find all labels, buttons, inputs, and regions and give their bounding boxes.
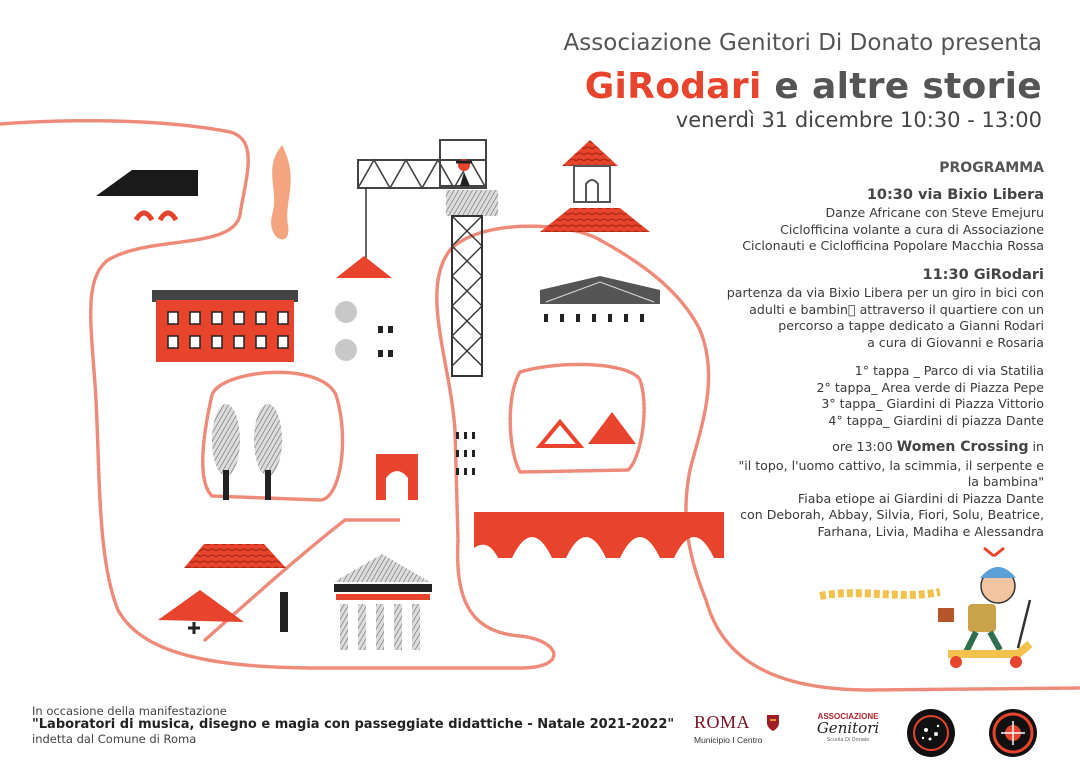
ciclofficina-macchia-rossa-logo-icon <box>988 708 1038 758</box>
footer-line1: In occasione della manifestazione <box>32 704 227 718</box>
stop-item: 1° tappa _ Parco di via Statilia <box>854 363 1044 378</box>
roma-logo <box>694 712 786 745</box>
session3-title-line <box>684 439 1044 456</box>
scooter-kid-illustration <box>820 548 1030 668</box>
program-heading: PROGRAMMA <box>939 160 1044 176</box>
session2-line: a cura di Giovanni e Rosaria <box>867 334 1044 350</box>
session1-line: Ciclonauti e Ciclofficina Popolare Macchia Rossa <box>742 238 1044 253</box>
tower <box>540 140 660 322</box>
session3-title-suffix: in <box>1028 439 1044 454</box>
stop-item: 3° tappa_ Giardini di Piazza Vittorio <box>821 396 1044 411</box>
event-date: venerdì 31 dicembre 10:30 - 13:00 <box>675 108 1042 132</box>
stop-item: 4° tappa_ Giardini di piazza Dante <box>828 412 1044 428</box>
session2-line: percorso a tappe dedicato a Gianni Rodari <box>778 318 1044 333</box>
session1-line: Ciclofficina volante a cura di Associazione <box>780 221 1044 237</box>
red-roof-outline <box>540 422 580 446</box>
session1-line: Danze Africane con Steve Emejuru <box>825 205 1044 220</box>
trees <box>212 404 282 500</box>
flame-shape <box>271 145 291 239</box>
session3-line: la bambina" <box>967 474 1044 489</box>
session3-title: Women Crossing <box>896 439 1029 455</box>
stop-item: 2° tappa_ Area verde di Piazza Pepe <box>816 379 1044 395</box>
black-roof-house <box>96 170 198 220</box>
presenter-line: Associazione Genitori Di Donato presenta <box>563 30 1042 56</box>
session3-time: ore 13:00 <box>832 439 897 454</box>
temple <box>334 554 432 650</box>
footer-line3: indetta dal Comune di Roma <box>32 732 197 746</box>
assoc-logo-sub: Scuola Di Donato <box>826 737 870 743</box>
program-section <box>684 160 1044 540</box>
event-title-rest: e altre storie <box>761 66 1042 107</box>
crane <box>336 140 498 376</box>
black-marks <box>378 326 475 475</box>
stops-list <box>684 363 1044 429</box>
session3-line: "il topo, l'uomo cattivo, la scimmia, il serpente e <box>738 457 1044 473</box>
footer-event-name: "Laboratori di musica, disegno e magia con passeggiate didattiche - Natale 2021-2022" <box>32 717 675 732</box>
session3-line: Fiaba etiope ai Giardini di Piazza Dante <box>797 490 1044 506</box>
session2-body <box>684 285 1044 351</box>
session3-line: Farhana, Livia, Madiha e Alessandra <box>817 523 1044 539</box>
brick-building <box>152 290 298 362</box>
small-arch <box>376 454 418 500</box>
red-roof-solid <box>588 412 636 444</box>
roma-shield-icon <box>766 714 780 732</box>
session1-title: 10:30 via Bixio Libera <box>866 186 1044 203</box>
lower-left-houses <box>158 544 288 634</box>
grey-circles <box>335 301 357 361</box>
assoc-logo-main: Genitori <box>816 719 880 737</box>
event-title-accent: GiRodari <box>584 66 762 107</box>
session2-line: adulti e bambin  attraverso il quartiere con un <box>749 301 1044 317</box>
session3-body <box>684 458 1044 541</box>
session1-body <box>684 205 1044 255</box>
session2-title: 11:30 GiRodari <box>922 266 1044 283</box>
ciclonauti-logo-icon <box>906 708 956 758</box>
assoc-logo-top: ASSOCIAZIONE <box>817 712 879 721</box>
event-title <box>585 66 1042 107</box>
session3-line: con Deborah, Abbay, Silvia, Fiori, Solu, Beatrice, <box>740 507 1044 522</box>
footer-note <box>32 704 674 746</box>
roma-logo-title: ROMA <box>694 712 751 732</box>
roma-logo-subtitle: Municipio I Centro <box>694 735 763 745</box>
associazione-genitori-logo <box>808 712 888 743</box>
session2-line: partenza da via Bixio Libera per un giro in bici con <box>726 285 1044 300</box>
